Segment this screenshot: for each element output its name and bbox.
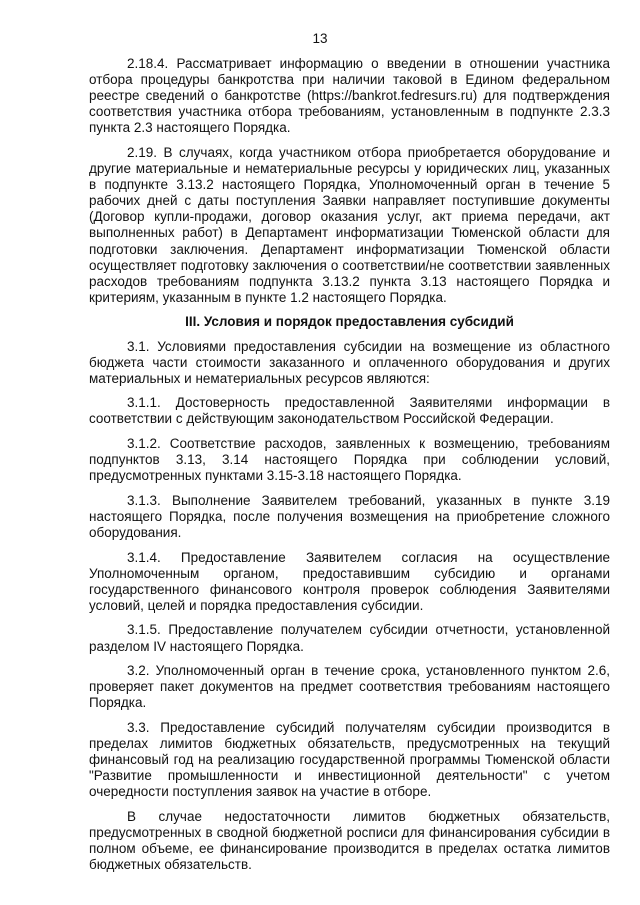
page-body (89, 56, 610, 882)
paragraph-3-1-2: 3.1.2. Соответствие расходов, заявленных к возмещению, требованиям подпунктов 3.13, 3.14 настоящего Порядка при соблюдении условий, предусмотренных пунктами 3.15-3.18 настоящего Порядка. (89, 435, 610, 484)
paragraph-insufficient-limits: В случае недостаточности лимитов бюджетных обязательств, предусмотренных в сводной бюджетной росписи для финансирования субсидии в полном объеме, ее финансирование производится в пределах остатка лимитов бюджетных обязательств. (89, 808, 610, 873)
paragraph-3-1: 3.1. Условиями предоставления субсидии на возмещение из областного бюджета части стоимости заказанного и оплаченного оборудования и других материальных и нематериальных ресурсов являются: (89, 338, 610, 386)
paragraph-3-1-1: 3.1.1. Достоверность предоставленной Заявителями информации в соответствии с действующим законодательством Российской Федерации. (89, 395, 610, 427)
paragraph-3-2: 3.2. Уполномоченный орган в течение срока, установленного пунктом 2.6, проверяет пакет документов на предмет соответствия требованиям настоящего Порядка. (89, 663, 610, 711)
paragraph-3-1-3: 3.1.3. Выполнение Заявителем требований, указанных в пункте 3.19 настоящего Порядка, после получения возмещения на приобретение сложного оборудования. (89, 492, 610, 540)
paragraph-2-18-4: 2.18.4. Рассматривает информацию о введении в отношении участника отбора процедуры банкротства при наличии таковой в Едином федеральном реестре сведений о банкротстве (https://bankrot.fedresurs.ru) для подтверждения соответствия участника отбора требованиям, установленным в подпункте 2.3.3 пункта 2.3 настоящего Порядка. (89, 56, 610, 136)
page-number: 13 (312, 31, 328, 46)
section-heading: III. Условия и порядок предоставления субсидий (185, 314, 514, 330)
paragraph-2-19: 2.19. В случаях, когда участником отбора приобретается оборудование и другие материальные и нематериальные ресурсы у юридических лиц, указанных в подпункте 3.13.2 настоящего Порядка, Уполномоченный орган в течение 5 рабочих дней с даты поступления Заявки направляет поступившие документы (Договор купли-продажи, договор оказания услуг, акт приема передачи, акт выполненных работ) в Департамент информатизации Тюменской области для подготовки заключения. Департамент информатизации Тюменской области осуществляет подготовку заключения о соответствии/не соответствии заявленных расходов требованиям подпункта 3.13.2 пункта 3.13 настоящего Порядка и критериям, указанным в пункте 1.2 настоящего Порядка. (89, 144, 610, 305)
paragraph-3-1-5: 3.1.5. Предоставление получателем субсидии отчетности, установленной разделом IV настоящего Порядка. (89, 622, 610, 654)
paragraph-3-3: 3.3. Предоставление субсидий получателям субсидии производится в пределах лимитов бюджетных обязательств, предусмотренных на текущий финансовый год на реализацию государственной программы Тюменской области "Развитие промышленности и инвестиционной деятельности" с учетом очередности поступления заявок на участие в отборе. (89, 719, 610, 800)
paragraph-3-1-4: 3.1.4. Предоставление Заявителем согласия на осуществление Уполномоченным органом, предоставившим субсидию и органами государственного финансового контроля проверок соблюдения Заявителями условий, целей и порядка предоставления субсидии. (89, 549, 610, 613)
